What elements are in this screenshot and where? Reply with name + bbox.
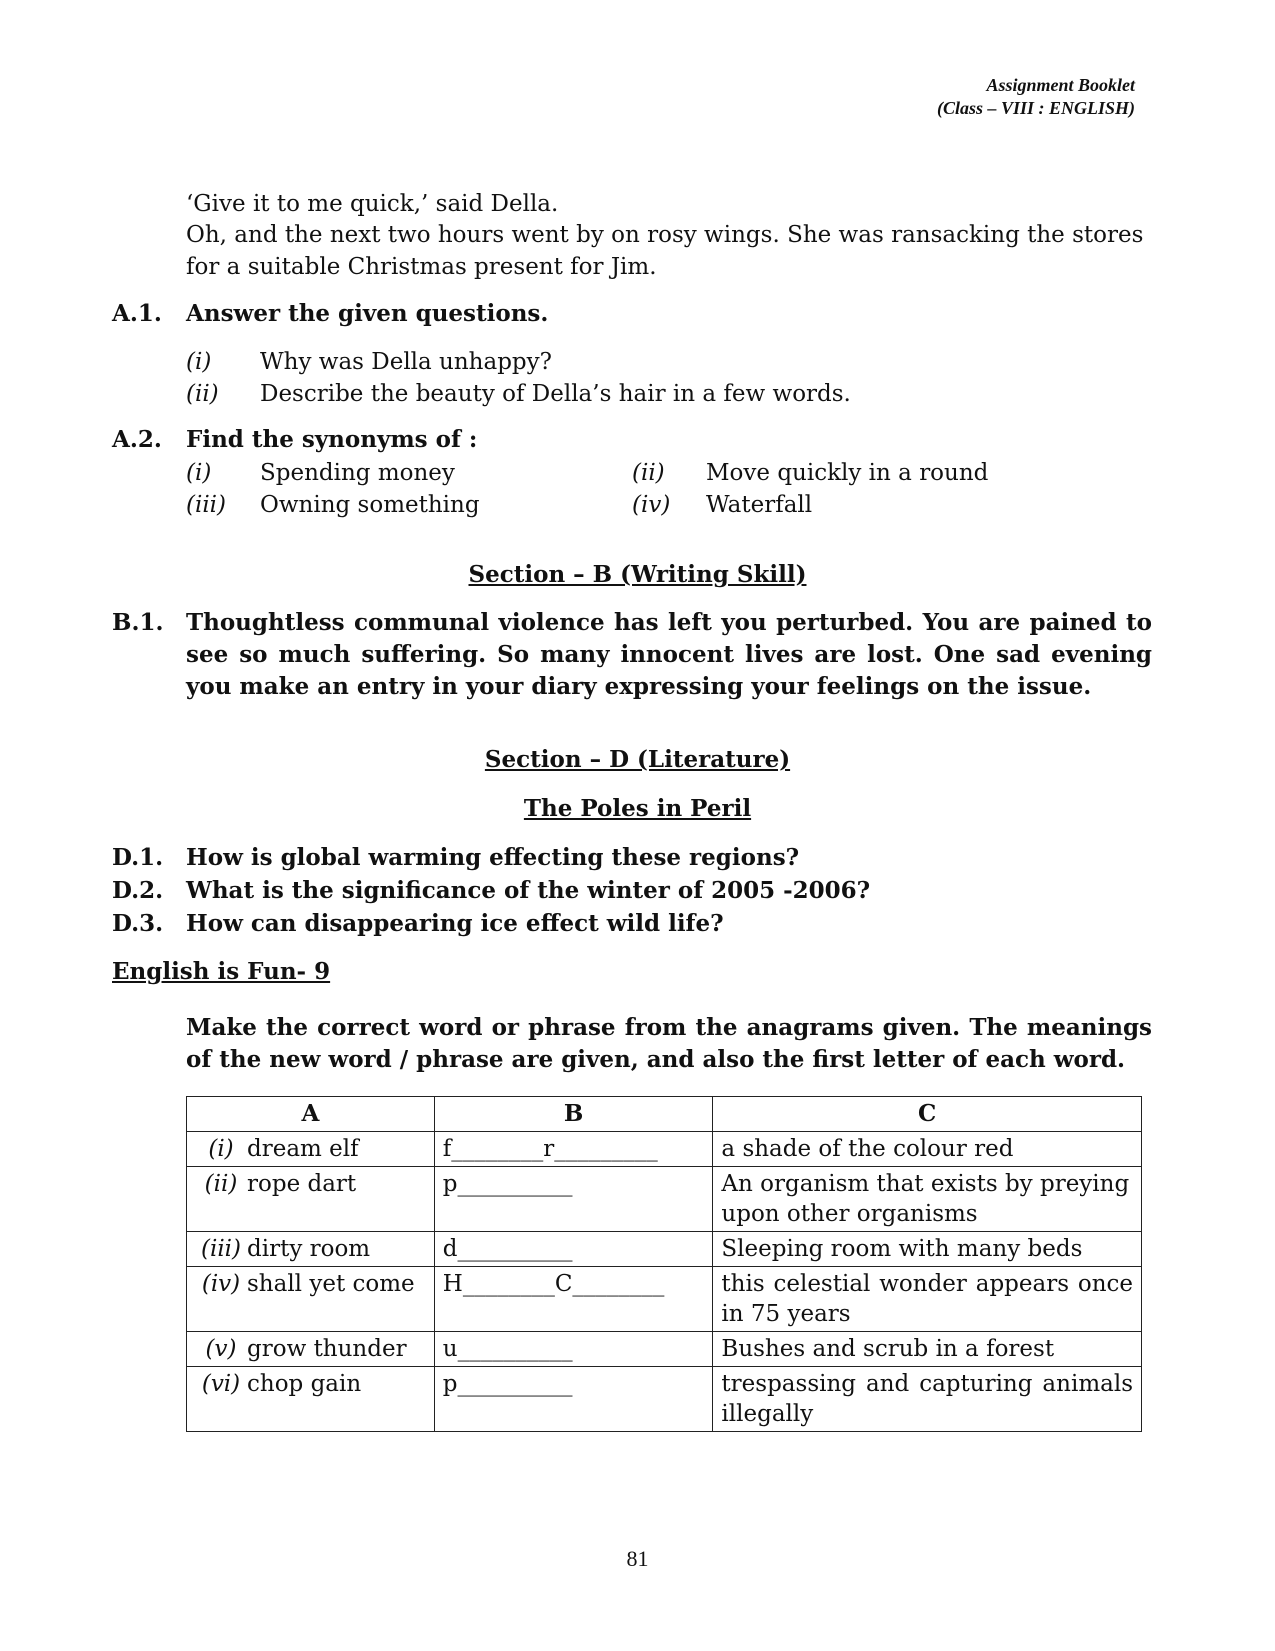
anagram-text: grow thunder bbox=[247, 1336, 407, 1362]
table-row bbox=[187, 1367, 1142, 1432]
anagram-table bbox=[186, 1096, 1142, 1432]
answer-blank: f________r_________ bbox=[434, 1132, 713, 1167]
section-b-heading: Section – B (Writing Skill) bbox=[468, 561, 807, 588]
a2-item-number: (iv) bbox=[632, 492, 671, 518]
a2-item-text: Waterfall bbox=[706, 492, 813, 518]
a1-item-number: (ii) bbox=[186, 381, 219, 407]
table-header-row bbox=[187, 1097, 1142, 1132]
page-number: 81 bbox=[626, 1546, 649, 1571]
anagram-text: dirty room bbox=[247, 1236, 371, 1262]
section-d-subheading: The Poles in Peril bbox=[523, 795, 752, 822]
anagram-text: dream elf bbox=[247, 1136, 359, 1162]
a2-item-text: Spending money bbox=[260, 460, 455, 486]
anagram-text: shall yet come bbox=[247, 1271, 415, 1297]
a2-item-number: (iii) bbox=[186, 492, 227, 518]
table-row bbox=[187, 1232, 1142, 1267]
meaning-cell: An organism that exists by preying upon other organisms bbox=[713, 1167, 1142, 1232]
table-row bbox=[187, 1332, 1142, 1367]
table-row bbox=[187, 1132, 1142, 1167]
meaning-cell: Bushes and scrub in a forest bbox=[713, 1332, 1142, 1367]
question-title-a2: Find the synonyms of : bbox=[186, 426, 478, 453]
row-number: (i) bbox=[208, 1136, 234, 1162]
row-number: (vi) bbox=[201, 1371, 241, 1397]
anagram-cell bbox=[187, 1232, 435, 1267]
question-number-a2: A.2. bbox=[112, 426, 162, 453]
a2-item-number: (ii) bbox=[632, 460, 665, 486]
question-text-d2: What is the significance of the winter of 2005 -2006? bbox=[186, 877, 871, 904]
column-header-c: C bbox=[713, 1097, 1142, 1132]
column-header-b: B bbox=[434, 1097, 713, 1132]
answer-blank: H________C________ bbox=[434, 1267, 713, 1332]
answer-blank: d__________ bbox=[434, 1232, 713, 1267]
anagram-text: rope dart bbox=[247, 1171, 357, 1197]
row-number: (iv) bbox=[201, 1271, 241, 1297]
a1-item-text: Describe the beauty of Della’s hair in a few words. bbox=[260, 381, 851, 407]
answer-blank: u__________ bbox=[434, 1332, 713, 1367]
question-text-d3: How can disappearing ice effect wild life? bbox=[186, 910, 724, 937]
anagram-cell bbox=[187, 1132, 435, 1167]
anagram-cell bbox=[187, 1332, 435, 1367]
section-d-heading: Section – D (Literature) bbox=[484, 746, 791, 773]
a1-item-text: Why was Della unhappy? bbox=[260, 349, 552, 375]
meaning-cell: a shade of the colour red bbox=[713, 1132, 1142, 1167]
question-text-d1: How is global warming effecting these regions? bbox=[186, 844, 800, 871]
anagram-text: chop gain bbox=[247, 1371, 362, 1397]
a2-item-text: Move quickly in a round bbox=[706, 460, 989, 486]
anagram-instruction: Make the correct word or phrase from the anagrams given. The meanings of the new word / phrase are given, and also the first letter of each word. bbox=[186, 1014, 1152, 1073]
table-row bbox=[187, 1267, 1142, 1332]
answer-blank: p__________ bbox=[434, 1367, 713, 1432]
a1-item-number: (i) bbox=[186, 349, 212, 375]
meaning-cell: trespassing and capturing animals illegally bbox=[713, 1367, 1142, 1432]
question-number-d2: D.2. bbox=[112, 877, 164, 904]
anagram-cell bbox=[187, 1367, 435, 1432]
meaning-cell: this celestial wonder appears once in 75 years bbox=[713, 1267, 1142, 1332]
question-number-d3: D.3. bbox=[112, 910, 164, 937]
question-number-d1: D.1. bbox=[112, 844, 164, 871]
passage-line-1: ‘Give it to me quick,’ said Della. bbox=[186, 191, 559, 217]
passage-line-2: Oh, and the next two hours went by on rosy wings. She was ransacking the stores for a suitable Christmas present for Jim. bbox=[186, 222, 1144, 280]
running-header bbox=[937, 74, 1135, 120]
table-row bbox=[187, 1167, 1142, 1232]
english-fun-heading: English is Fun- 9 bbox=[112, 958, 331, 985]
question-number-b1: B.1. bbox=[112, 609, 164, 636]
row-number: (v) bbox=[205, 1336, 237, 1362]
question-number-a1: A.1. bbox=[112, 300, 162, 327]
header-class: (Class – VIII : ENGLISH) bbox=[936, 98, 1135, 118]
a2-item-text: Owning something bbox=[260, 492, 480, 518]
meaning-cell: Sleeping room with many beds bbox=[713, 1232, 1142, 1267]
column-header-a: A bbox=[187, 1097, 435, 1132]
answer-blank: p__________ bbox=[434, 1167, 713, 1232]
question-title-a1: Answer the given questions. bbox=[186, 300, 549, 327]
row-number: (iii) bbox=[200, 1236, 241, 1262]
anagram-cell bbox=[187, 1167, 435, 1232]
anagram-cell bbox=[187, 1267, 435, 1332]
a2-item-number: (i) bbox=[186, 460, 212, 486]
question-text-b1: Thoughtless communal violence has left you perturbed. You are pained to see so much suffering. So many innocent lives are lost. One sad evening you make an entry in your diary expressing your feelings on the issue. bbox=[186, 609, 1152, 700]
row-number: (ii) bbox=[204, 1171, 238, 1197]
header-title: Assignment Booklet bbox=[986, 75, 1135, 95]
